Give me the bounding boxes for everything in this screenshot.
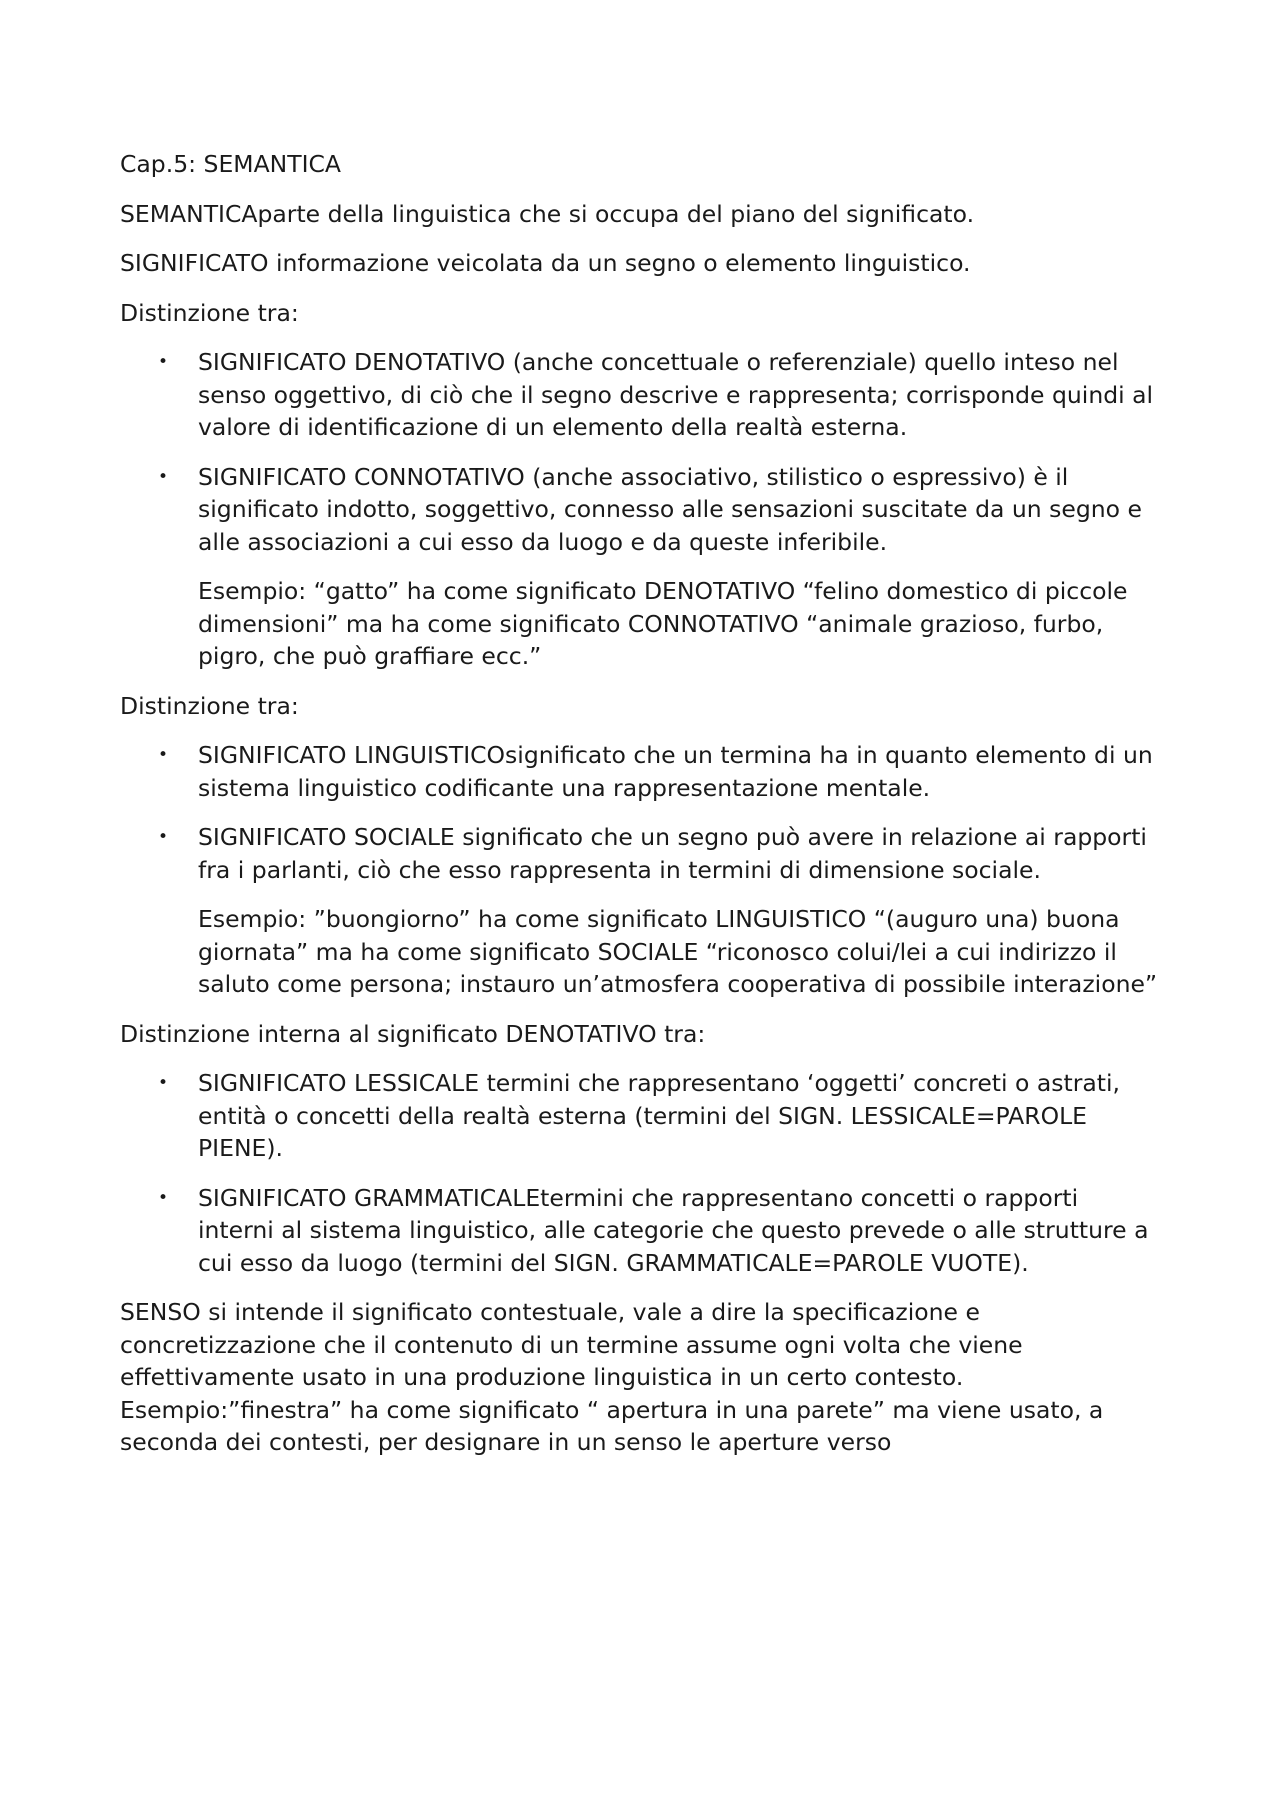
list-item bbox=[120, 821, 1160, 886]
bullet-list-1 bbox=[120, 346, 1160, 558]
paragraph-semantica: SEMANTICAparte della linguistica che si occupa del piano del significato. bbox=[120, 199, 975, 228]
document-page bbox=[120, 148, 1160, 1476]
list-item bbox=[120, 461, 1160, 559]
section-heading-1: Distinzione tra: bbox=[120, 298, 299, 327]
bullet-icon: • bbox=[158, 1187, 169, 1208]
bullet-list-2 bbox=[120, 739, 1160, 886]
list-item-text: SIGNIFICATO CONNOTATIVO (anche associativo, stilistico o espressivo) è il significato indotto, soggettivo, connesso alle sensazioni suscitate da un segno e alle associazioni a cui esso da luogo e da queste inferibile. bbox=[198, 462, 1142, 556]
bullet-list-3 bbox=[120, 1067, 1160, 1279]
list-item-text: SIGNIFICATO SOCIALE significato che un segno può avere in relazione ai rapporti fra i parlanti, ciò che esso rappresenta in termini di dimensione sociale. bbox=[198, 823, 1147, 884]
chapter-title: Cap.5: SEMANTICA bbox=[120, 150, 342, 178]
bullet-icon: • bbox=[158, 827, 169, 847]
list-item bbox=[120, 1182, 1160, 1280]
list-item bbox=[120, 739, 1160, 804]
list-item-text: SIGNIFICATO LESSICALE termini che rappresentano ‘oggetti’ concreti o astrati, entità o concetti della realtà esterna (termini del SIGN. LESSICALE=PAROLE PIENE). bbox=[198, 1069, 1120, 1162]
bullet-icon: • bbox=[158, 1073, 169, 1093]
section-heading-3: Distinzione interna al significato DENOTATIVO tra: bbox=[120, 1019, 706, 1048]
list-item-text: SIGNIFICATO LINGUISTICOsignificato che un termina ha in quanto elemento di un sistema linguistico codificante una rappresentazione mentale. bbox=[198, 741, 1153, 802]
paragraph-significato: SIGNIFICATO informazione veicolata da un segno o elemento linguistico. bbox=[120, 249, 971, 277]
closing-paragraph: SENSO si intende il significato contestuale, vale a dire la specificazione e concretizzazione che il contenuto di un termine assume ogni volta che viene effettivamente usato in una produzione linguistica in un certo contesto. Esempio:”finestra” ha come significato “ apertura in una parete” ma viene usato, a seconda dei contesti, per designare in un senso le aperture verso bbox=[120, 1298, 1104, 1456]
section-heading-2: Distinzione tra: bbox=[120, 691, 299, 720]
list-item-text: SIGNIFICATO GRAMMATICALEtermini che rappresentano concetti o rapporti interni al sistema linguistico, alle categorie che questo prevede o alle strutture a cui esso da luogo (termini del SIGN. GRAMMATICALE=PAROLE VUOTE). bbox=[198, 1183, 1149, 1277]
bullet-icon: • bbox=[158, 745, 169, 765]
example-paragraph-1: Esempio: “gatto” ha come significato DENOTATIVO “felino domestico di piccole dimensioni” ma ha come significato CONNOTATIVO “animale grazioso, furbo, pigro, che può graffiare ecc.” bbox=[198, 577, 1128, 670]
bullet-icon: • bbox=[158, 466, 169, 487]
bullet-icon: • bbox=[158, 352, 169, 372]
list-item-text: SIGNIFICATO DENOTATIVO (anche concettuale o referenziale) quello inteso nel senso oggettivo, di ciò che il segno descrive e rappresenta; corrisponde quindi al valore di identificazione di un elemento della realtà esterna. bbox=[198, 348, 1154, 441]
list-item bbox=[120, 346, 1160, 444]
list-item bbox=[120, 1067, 1160, 1165]
example-paragraph-2: Esempio: ”buongiorno” ha come significato LINGUISTICO “(auguro una) buona giornata” ma ha come significato SOCIALE “riconosco colui/lei a cui indirizzo il saluto come persona; instauro un’atmosfera cooperativa di possibile interazione” bbox=[198, 905, 1158, 998]
